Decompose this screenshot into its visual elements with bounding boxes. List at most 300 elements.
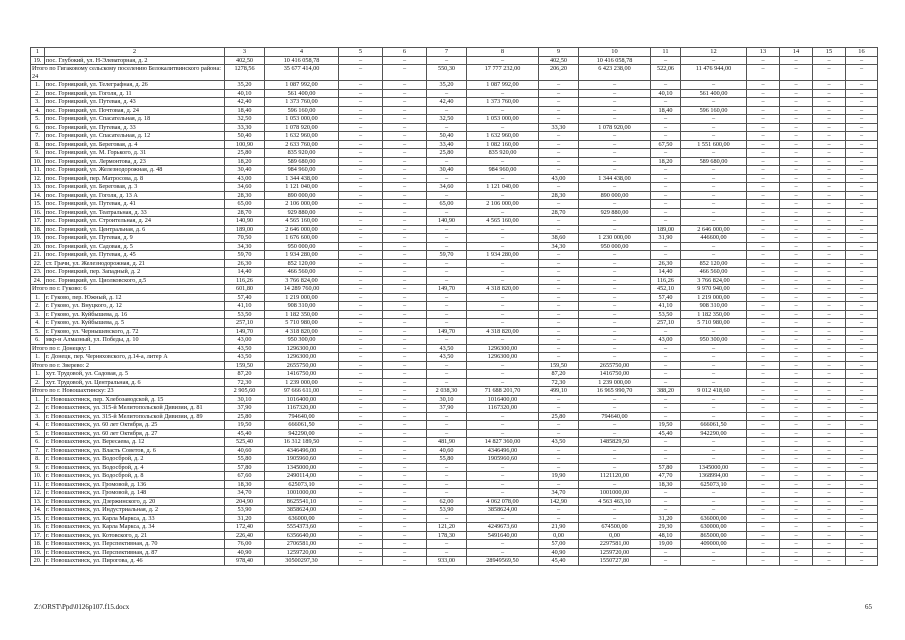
table-cell: – [383,514,427,523]
table-cell: – [780,268,813,277]
table-cell: 149,70 [225,327,265,336]
table-cell: – [747,429,780,438]
table-cell: – [467,463,539,472]
table-cell: – [846,361,878,370]
column-number: 10 [579,48,651,57]
address-cell: пос. Горняцкий, ул. Спасательная, д. 12 [45,132,225,141]
table-cell: 30,10 [427,395,467,404]
table-cell: – [813,378,846,387]
table-cell: 6 423 238,00 [579,65,651,81]
row-index: 1. [31,370,45,379]
column-number: 9 [539,48,579,57]
table-cell: 1 121 040,00 [467,183,539,192]
table-cell: – [780,225,813,234]
table-cell: – [539,421,579,430]
table-cell: – [339,166,383,175]
table-row [31,191,878,200]
table-cell: 852 120,00 [681,259,747,268]
table-cell: – [747,98,780,107]
table-cell: – [813,438,846,447]
table-cell: – [339,115,383,124]
table-cell: – [747,200,780,209]
table-cell: – [579,506,651,515]
table-cell: – [467,191,539,200]
table-cell: – [383,56,427,65]
table-cell: 2490114,00 [265,472,339,481]
table-cell: 30500297,30 [265,557,339,566]
table-cell: – [539,268,579,277]
table-cell: – [780,259,813,268]
table-cell: 25,80 [225,412,265,421]
table-cell: – [339,302,383,311]
table-cell: – [383,404,427,413]
table-cell: – [339,174,383,183]
table-cell: 561 400,00 [681,89,747,98]
table-cell: – [780,404,813,413]
table-cell: – [383,336,427,345]
table-cell: 942290,00 [265,429,339,438]
table-cell: – [339,480,383,489]
table-cell: – [846,557,878,566]
table-cell: 35,20 [427,81,467,90]
table-cell: – [813,302,846,311]
table-cell: – [780,149,813,158]
table-cell: – [539,217,579,226]
table-cell: – [651,412,681,421]
table-cell: 28,70 [225,208,265,217]
table-cell: – [681,438,747,447]
row-index: 20. [31,242,45,251]
table-row [31,200,878,209]
table-cell: – [846,268,878,277]
table-cell: – [813,523,846,532]
table-cell: – [651,557,681,566]
table-cell: 1 373 760,00 [467,98,539,107]
table-row [31,89,878,98]
table-cell: 835 920,00 [467,149,539,158]
table-cell: – [383,115,427,124]
table-cell: 43,00 [539,174,579,183]
table-cell: 28,70 [539,208,579,217]
address-cell: пос. Горняцкий, ул. Телеграфная, д. 26 [45,81,225,90]
table-cell: – [846,242,878,251]
table-cell: 6356640,00 [265,531,339,540]
table-cell: – [539,429,579,438]
table-cell: 2 646 000,00 [681,225,747,234]
table-cell: – [846,472,878,481]
table-cell: – [780,166,813,175]
table-cell: – [467,242,539,251]
table-cell: – [427,106,467,115]
table-cell: – [383,497,427,506]
table-cell: 625073,10 [265,480,339,489]
table-cell: – [339,387,383,396]
address-cell: пос. Горняцкий, ул. Путевая, д. 45 [45,251,225,260]
table-cell: 116,26 [225,276,265,285]
address-cell: пос. Горняцкий, ул. Строительная, д. 24 [45,217,225,226]
table-cell: – [383,149,427,158]
table-cell: 2 646 000,00 [265,225,339,234]
row-index: 2. [31,89,45,98]
table-cell: – [467,361,539,370]
table-cell: – [579,302,651,311]
table-cell: – [813,489,846,498]
table-cell: 1 182 350,00 [265,310,339,319]
table-cell: 32,50 [427,115,467,124]
row-index: 1. [31,81,45,90]
table-cell: – [339,412,383,421]
table-cell: 1485829,50 [579,438,651,447]
table-cell: – [383,489,427,498]
table-cell: 55,80 [225,455,265,464]
address-cell: пос. Горняцкий, ул. Путевая, д. 41 [45,200,225,209]
table-cell: – [747,336,780,345]
table-cell: – [339,472,383,481]
table-cell: 1 230 000,00 [579,234,651,243]
table-cell: – [383,276,427,285]
table-cell: 1416750,00 [579,370,651,379]
table-cell: 11 476 944,00 [681,65,747,81]
table-cell: – [467,489,539,498]
table-cell: 26,30 [225,259,265,268]
table-cell: – [339,123,383,132]
table-cell: – [780,310,813,319]
table-cell: – [539,404,579,413]
table-cell: – [780,344,813,353]
row-index: 2. [31,404,45,413]
table-cell: 636000,00 [265,514,339,523]
table-cell: – [780,480,813,489]
table-cell: – [539,106,579,115]
table-cell: 28949569,50 [467,557,539,566]
table-cell: 159,50 [539,361,579,370]
table-cell: – [780,174,813,183]
table-cell: 33,30 [539,123,579,132]
address-cell: г. Новошахтинск, ул. 60 лет Октября, д. 27 [45,429,225,438]
column-number: 5 [339,48,383,57]
table-cell: – [813,514,846,523]
table-cell: – [780,387,813,396]
subtotal-row [31,285,878,294]
table-cell: 5 710 980,00 [681,319,747,328]
table-row [31,310,878,319]
table-cell: – [427,429,467,438]
table-cell: – [383,429,427,438]
table-cell: 8625541,10 [265,497,339,506]
subtotal-row [31,65,878,81]
table-cell: – [651,242,681,251]
table-cell: – [747,370,780,379]
table-cell: 1296300,00 [265,344,339,353]
table-cell: – [813,234,846,243]
table-cell: – [813,412,846,421]
table-cell: – [467,548,539,557]
table-cell: – [780,56,813,65]
table-cell: 45,40 [651,429,681,438]
table-cell: – [467,378,539,387]
table-cell: – [427,319,467,328]
table-cell: 596 160,00 [681,106,747,115]
table-cell: – [846,480,878,489]
address-cell: пос. Горняцкий, ул. Гоголя, д. 13 А [45,191,225,200]
table-cell: – [780,514,813,523]
table-cell: – [383,438,427,447]
table-cell: – [383,166,427,175]
table-cell: – [813,531,846,540]
table-cell: – [846,285,878,294]
table-row [31,327,878,336]
table-cell: – [339,242,383,251]
table-cell: – [780,446,813,455]
subtotal-label: Итого по г. Гуково: 6 [31,285,225,294]
table-cell: 57,40 [225,293,265,302]
table-cell: 178,30 [427,531,467,540]
table-cell: – [747,523,780,532]
table-cell: – [747,234,780,243]
table-cell: – [651,361,681,370]
table-cell: 18,40 [225,106,265,115]
row-index: 17. [31,531,45,540]
table-cell: 18,20 [225,157,265,166]
row-index: 24. [31,276,45,285]
address-cell: г. Новошахтинск, ул. Громовой, д. 136 [45,480,225,489]
table-cell: 31,20 [225,514,265,523]
address-cell: хут. Трудовой, ул. Садовая, д. 5 [45,370,225,379]
row-index: 5. [31,429,45,438]
table-cell: – [383,455,427,464]
table-cell: 5554373,60 [265,523,339,532]
table-cell: 674500,00 [579,523,651,532]
table-cell: 4 318 820,00 [467,327,539,336]
table-cell: – [539,149,579,158]
address-cell: пос. Горняцкий, ул. Центральная, д. 6 [45,225,225,234]
row-index: 11. [31,166,45,175]
table-cell: – [539,225,579,234]
table-cell: 908 310,00 [681,302,747,311]
table-cell: – [383,225,427,234]
table-cell: 140,90 [225,217,265,226]
table-cell: 70,50 [225,234,265,243]
table-cell: – [383,200,427,209]
column-number: 16 [846,48,878,57]
table-cell: – [747,327,780,336]
table-cell: 53,50 [225,310,265,319]
table-cell: – [846,310,878,319]
table-cell: – [846,208,878,217]
table-cell: – [339,98,383,107]
table-cell: – [780,361,813,370]
table-row [31,106,878,115]
table-cell: – [539,157,579,166]
table-cell: – [339,327,383,336]
address-cell: г. Новошахтинск, ул. Громовой, д. 148 [45,489,225,498]
table-cell: – [780,523,813,532]
table-cell: – [383,446,427,455]
table-cell: – [846,404,878,413]
row-index: 1. [31,395,45,404]
table-row [31,429,878,438]
table-cell: 2655750,00 [579,361,651,370]
table-cell: – [681,200,747,209]
table-cell: – [813,480,846,489]
table-cell: – [383,132,427,141]
address-cell: г. Новошахтинск, ул. Вересаева, д. 12 [45,438,225,447]
table-cell: – [651,327,681,336]
table-cell: – [579,166,651,175]
table-cell: – [339,310,383,319]
table-cell: – [467,310,539,319]
table-cell: 636000,00 [681,514,747,523]
table-cell: – [813,157,846,166]
table-cell: – [846,514,878,523]
table-cell: 226,40 [225,531,265,540]
table-cell: – [681,455,747,464]
table-cell: 76,00 [225,540,265,549]
table-cell: 37,90 [225,404,265,413]
address-cell: г. Новошахтинск, ул. Водосброй, д. 2 [45,455,225,464]
table-cell: 1 934 280,00 [467,251,539,260]
table-cell: – [780,208,813,217]
table-row [31,370,878,379]
table-cell: – [846,157,878,166]
table-cell: – [846,98,878,107]
table-cell: – [651,149,681,158]
table-cell: – [339,268,383,277]
table-row [31,446,878,455]
table-cell: 35,20 [225,81,265,90]
table-cell: – [579,310,651,319]
table-cell: – [651,56,681,65]
table-cell: – [427,123,467,132]
table-row [31,132,878,141]
table-cell: – [681,489,747,498]
table-cell: – [846,344,878,353]
table-cell: 57,40 [651,293,681,302]
address-cell: пос. Горняцкий, ул. Железнодорожная, д. 48 [45,166,225,175]
table-row [31,455,878,464]
table-cell: 1550727,80 [579,557,651,566]
table-cell: 2 905,60 [225,387,265,396]
table-cell: – [339,183,383,192]
table-cell: – [681,166,747,175]
table-row [31,480,878,489]
row-index: 4. [31,319,45,328]
table-cell: 908 310,00 [265,302,339,311]
table-cell: – [383,378,427,387]
table-cell: 666061,50 [265,421,339,430]
table-cell: – [383,557,427,566]
table-cell: – [427,174,467,183]
table-cell: – [383,463,427,472]
table-cell: – [780,531,813,540]
table-cell: 933,00 [427,557,467,566]
table-cell: 0,00 [539,531,579,540]
table-cell: – [339,344,383,353]
table-cell: – [780,438,813,447]
table-cell: 1016400,00 [265,395,339,404]
row-index: 16. [31,523,45,532]
table-cell: – [539,200,579,209]
table-cell: 25,80 [225,149,265,158]
table-cell: – [813,540,846,549]
address-cell: пос. Горняцкий, ул. Береговая, д. 4 [45,140,225,149]
subtotal-label: Итого по г. Донецку: 1 [31,344,225,353]
table-cell: 950 300,00 [265,336,339,345]
table-cell: 1296300,00 [467,353,539,362]
table-cell: – [339,378,383,387]
table-cell: – [651,446,681,455]
table-row [31,56,878,65]
table-cell: – [780,234,813,243]
table-cell: 452,10 [651,285,681,294]
table-cell: 9 970 940,00 [681,285,747,294]
column-number: 13 [747,48,780,57]
table-cell: – [780,463,813,472]
table-cell: 21,90 [539,523,579,532]
table-cell: – [383,302,427,311]
table-cell: 1 053 000,00 [467,115,539,124]
address-cell: г. Новошахтинск, ул. Водосброй, д. 4 [45,463,225,472]
table-cell: – [747,506,780,515]
row-index: 12. [31,489,45,498]
table-cell: – [681,446,747,455]
table-cell: – [780,370,813,379]
table-cell: – [846,523,878,532]
row-index: 1. [31,353,45,362]
table-cell: 87,20 [539,370,579,379]
table-cell: 34,70 [539,489,579,498]
table-row [31,225,878,234]
table-row [31,242,878,251]
table-cell: – [579,344,651,353]
table-cell: 1 219 000,00 [265,293,339,302]
table-cell: – [339,191,383,200]
table-cell: – [383,217,427,226]
row-index: 3. [31,310,45,319]
table-cell: – [813,370,846,379]
table-cell: 1905960,60 [467,455,539,464]
table-cell: – [747,404,780,413]
address-cell: пос. Горняцкий, ул. Лермонтова, д. 23 [45,157,225,166]
table-cell: – [339,132,383,141]
table-cell: – [427,259,467,268]
table-cell: 47,70 [651,472,681,481]
row-index: 21. [31,251,45,260]
table-cell: – [846,183,878,192]
table-cell: 43,00 [225,336,265,345]
table-cell: – [579,327,651,336]
table-cell: – [747,421,780,430]
table-cell: – [539,463,579,472]
table-cell: 31,20 [651,514,681,523]
row-index: 5. [31,327,45,336]
table-cell: – [427,157,467,166]
table-cell: – [467,276,539,285]
table-cell: 1 632 960,00 [467,132,539,141]
table-cell: – [383,387,427,396]
table-cell: 48,10 [651,531,681,540]
table-cell: – [813,123,846,132]
table-cell: 43,00 [225,174,265,183]
table-cell: – [813,463,846,472]
subtotal-row [31,361,878,370]
table-cell: – [651,191,681,200]
table-cell: – [339,276,383,285]
table-cell: – [681,98,747,107]
table-cell: 16 965 990,70 [579,387,651,396]
table-cell: 25,80 [427,149,467,158]
table-cell: – [339,421,383,430]
